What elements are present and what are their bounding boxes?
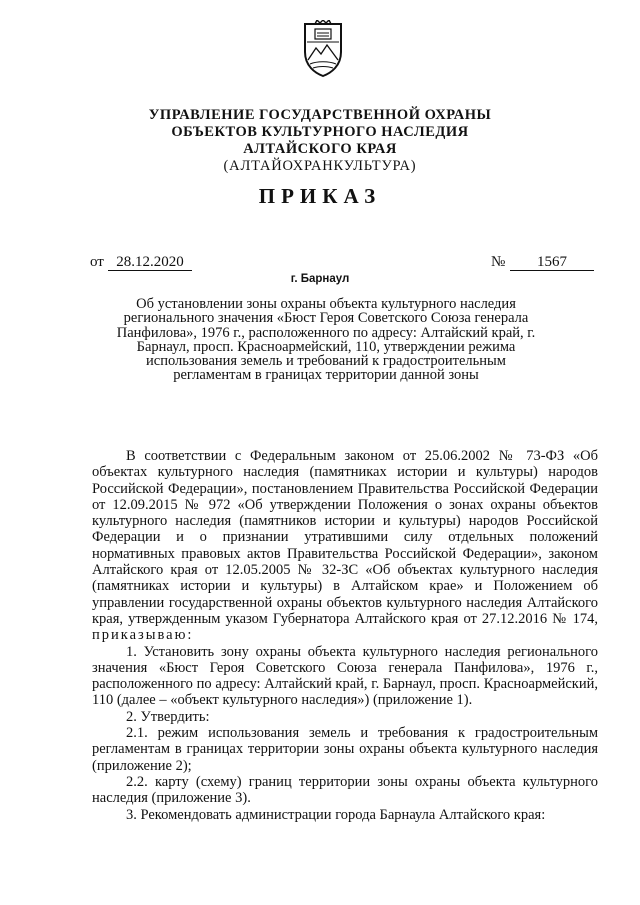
number-label: № [491,254,506,270]
clause-1: 1. Установить зону охраны объекта культурного наследия регионального значения «Бюст Героя Советского Союза генерала Панфилова», 1976 г., расположенного по адресу: Алтайский край, г. Барнаул, просп. Красноармейский, 110 (далее – «объект культурного наследия») (приложение 1). [92,643,598,709]
issuing-authority-header [60,107,580,175]
altai-krai-coat-of-arms-icon [301,20,345,78]
date-label: от [90,254,104,270]
clause-2: 2. Утвердить: [126,708,210,725]
order-subject: Об установлении зоны охраны объекта культурного наследия регионального значения «Бюст Героя Советского Союза генерала Панфилова», 1976 г., расположенного по адресу: Алтайский край, г. Барнаул, просп. Красноармейский, 110, утверждении режима использования земель и требований к градостроительным регламентам в границах территории данной зоны [116,296,536,384]
order-keyword: приказываю: [92,627,194,644]
document-title: ПРИКАЗ [258,184,382,208]
header-line-1: УПРАВЛЕНИЕ ГОСУДАРСТВЕННОЙ ОХРАНЫ [148,107,492,123]
clause-3: 3. Рекомендовать администрации города Барнаула Алтайского края: [126,806,546,823]
header-line-3: АЛТАЙСКОГО КРАЯ [243,141,397,157]
header-line-2: ОБЪЕКТОВ КУЛЬТУРНОГО НАСЛЕДИЯ [171,124,469,140]
city-of-issue: г. Барнаул [290,273,350,285]
preamble-text: В соответствии с Федеральным законом от 25.06.2002 № 73-ФЗ «Об объектах культурного наследия (памятниках истории и культуры) народов Российской Федерации», постановлением Правительства Российской Федерации от 12.09.2015 № 972 «Об утверждении Положения о зонах охраны объектов культурного наследия (памятников истории и культуры) народов Российской Федерации и о признании утратившими силу отдельных положений нормативных правовых актов Правительства Российской Федерации», законом Алтайского края от 12.05.2005 № 32-ЗС «Об объектах культурного наследия (памятниках истории и культуры) в Алтайском крае» и Положением об управлении государственной охраны объектов культурного наследия Алтайского края, утвержденным указом Губернатора Алтайского края от 27.12.2016 № 174, [92,448,598,627]
header-abbreviation: (АЛТАЙОХРАНКУЛЬТУРА) [223,158,417,174]
order-date: 28.12.2020 [108,254,192,271]
preamble-paragraph [92,448,598,644]
order-body [92,448,598,823]
order-number: 1567 [510,254,594,271]
clause-2-1: 2.1. режим использования земель и требования к градостроительным регламентам в границах территории зоны охраны объекта культурного наследия (приложение 2); [92,725,598,774]
clause-2-2: 2.2. карту (схему) границ территории зоны охраны объекта культурного наследия (приложение 3). [92,773,598,807]
